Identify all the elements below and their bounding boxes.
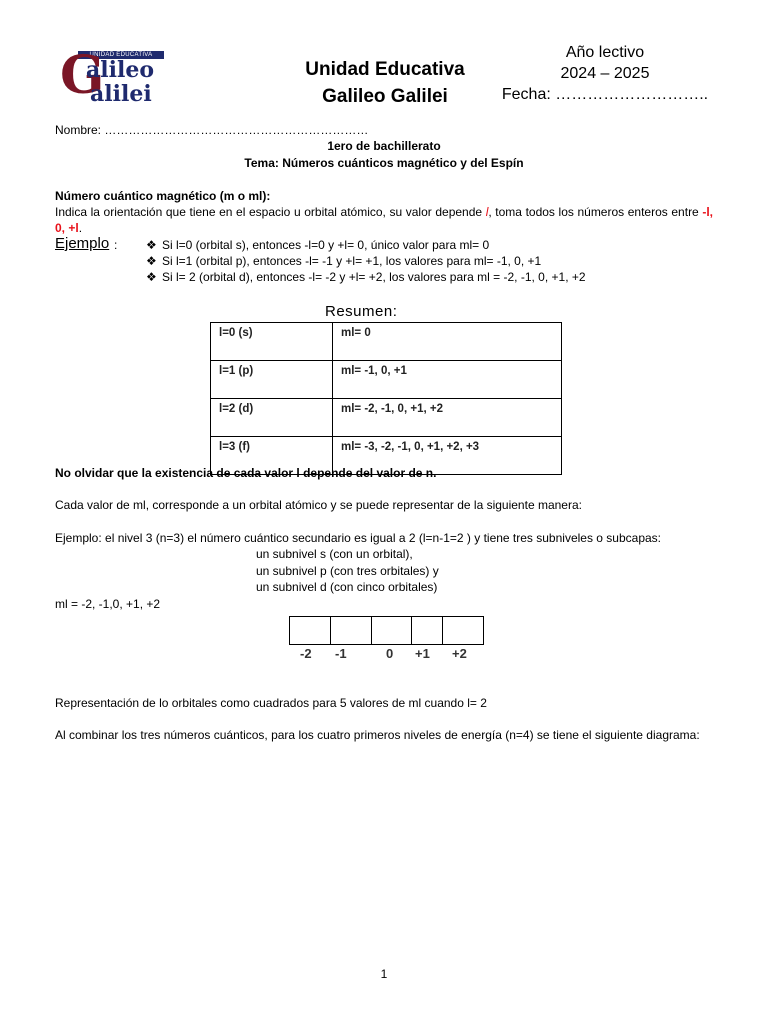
orbital-labels bbox=[289, 646, 489, 664]
diamond-bullet-icon: ❖ bbox=[146, 238, 157, 252]
example-level-text: Ejemplo: el nivel 3 (n=3) el número cuántico secundario es igual a 2 (l=n-1=2 ) y tiene tres subniveles o subcapas: bbox=[55, 531, 662, 545]
diamond-bullet-icon: ❖ bbox=[146, 270, 157, 284]
year-date-block bbox=[500, 42, 710, 105]
list-item: ❖ Si l=1 (orbital p), entonces -l= -1 y +l= +1, los valores para ml= -1, 0, +1 bbox=[146, 254, 542, 268]
paragraph-text-b: , toma todos los números enteros entre bbox=[488, 205, 703, 219]
diagram-caption: Representación de lo orbitales como cuadrados para 5 valores de ml cuando l= 2 bbox=[55, 696, 487, 710]
table-cell-l: l=3 (f) bbox=[211, 437, 333, 475]
year-value: 2024 – 2025 bbox=[560, 65, 650, 82]
school-name-line2: Galileo Galilei bbox=[322, 86, 448, 107]
table-row bbox=[211, 399, 562, 437]
course-title: 1ero de bachillerato bbox=[327, 139, 441, 153]
example-bullet-list bbox=[146, 237, 586, 285]
combine-paragraph: Al combinar los tres números cuánticos, para los cuatro primeros niveles de energía (n=4) se tiene el siguiente diagrama: bbox=[55, 728, 700, 742]
paragraph-end: . bbox=[78, 221, 83, 235]
orbital-box bbox=[372, 617, 412, 644]
ml-values-text: ml = -2, -1,0, +1, +2 bbox=[55, 597, 161, 611]
paragraph-text-a: Indica la orientación que tiene en el espacio u orbital atómico, su valor depende bbox=[55, 205, 486, 219]
table-cell-ml: ml= 0 bbox=[333, 323, 562, 361]
logo-banner: UNIDAD EDUCATIVA bbox=[78, 51, 164, 59]
table-cell-ml: ml= -2, -1, 0, +1, +2 bbox=[333, 399, 562, 437]
section-paragraph bbox=[55, 204, 713, 236]
subshell-d: un subnivel d (con cinco orbitales) bbox=[256, 580, 438, 594]
orbital-label: 0 bbox=[386, 646, 394, 661]
example-label: Ejemplo bbox=[55, 235, 110, 252]
table-cell-l: l=1 (p) bbox=[211, 361, 333, 399]
school-name-line1: Unidad Educativa bbox=[305, 59, 465, 80]
paragraph-l-symbol: l bbox=[485, 205, 489, 219]
summary-title: Resumen: bbox=[325, 303, 398, 320]
orbital-label: -1 bbox=[335, 646, 347, 661]
table-row bbox=[211, 361, 562, 399]
table-cell-ml: ml= -1, 0, +1 bbox=[333, 361, 562, 399]
table-cell-l: l=0 (s) bbox=[211, 323, 333, 361]
diamond-bullet-icon: ❖ bbox=[146, 254, 157, 268]
logo-word-1: alileo bbox=[86, 57, 154, 83]
orbital-label: +2 bbox=[452, 646, 467, 661]
reminder-note: No olvidar que la existencia de cada valor l depende del valor de n. bbox=[55, 466, 437, 480]
subshell-s: un subnivel s (con un orbital), bbox=[256, 547, 413, 561]
year-label: Año lectivo bbox=[565, 44, 645, 61]
list-item: ❖ Si l= 2 (orbital d), entonces -l= -2 y +l= +2, los valores para ml = -2, -1, 0, +1, +2 bbox=[146, 270, 586, 284]
table-cell-l: l=2 (d) bbox=[211, 399, 333, 437]
table-cell-ml: ml= -3, -2, -1, 0, +1, +2, +3 bbox=[333, 437, 562, 475]
table-row bbox=[211, 323, 562, 361]
name-field: Nombre: ………………………………………………………… bbox=[55, 123, 369, 137]
orbital-box bbox=[443, 617, 483, 644]
orbital-box bbox=[290, 617, 331, 644]
orbital-box bbox=[331, 617, 372, 644]
orbital-boxes bbox=[289, 616, 484, 645]
logo-word-2: alilei bbox=[90, 81, 152, 107]
summary-table bbox=[210, 322, 562, 475]
subshell-p: un subnivel p (con tres orbitales) y bbox=[256, 564, 439, 578]
list-item: ❖ Si l=0 (orbital s), entonces -l=0 y +l= 0, único valor para ml= 0 bbox=[146, 238, 490, 252]
page-number: 1 bbox=[380, 967, 388, 981]
logo-initial: G bbox=[60, 45, 105, 106]
section-heading: Número cuántico magnético (m o ml): bbox=[55, 189, 271, 203]
school-logo bbox=[60, 46, 172, 108]
example-colon: : bbox=[114, 238, 118, 252]
orbital-label: +1 bbox=[415, 646, 430, 661]
orbital-box bbox=[412, 617, 443, 644]
representation-text: Cada valor de ml, corresponde a un orbital atómico y se puede representar de la siguiente manera: bbox=[55, 498, 582, 512]
paragraph-range: -l, 0, +l bbox=[55, 205, 714, 235]
orbital-label: -2 bbox=[300, 646, 312, 661]
date-field: Fecha: ……………………….. bbox=[501, 86, 709, 103]
school-name bbox=[260, 56, 510, 110]
topic-title: Tema: Números cuánticos magnético y del Espín bbox=[244, 156, 524, 170]
